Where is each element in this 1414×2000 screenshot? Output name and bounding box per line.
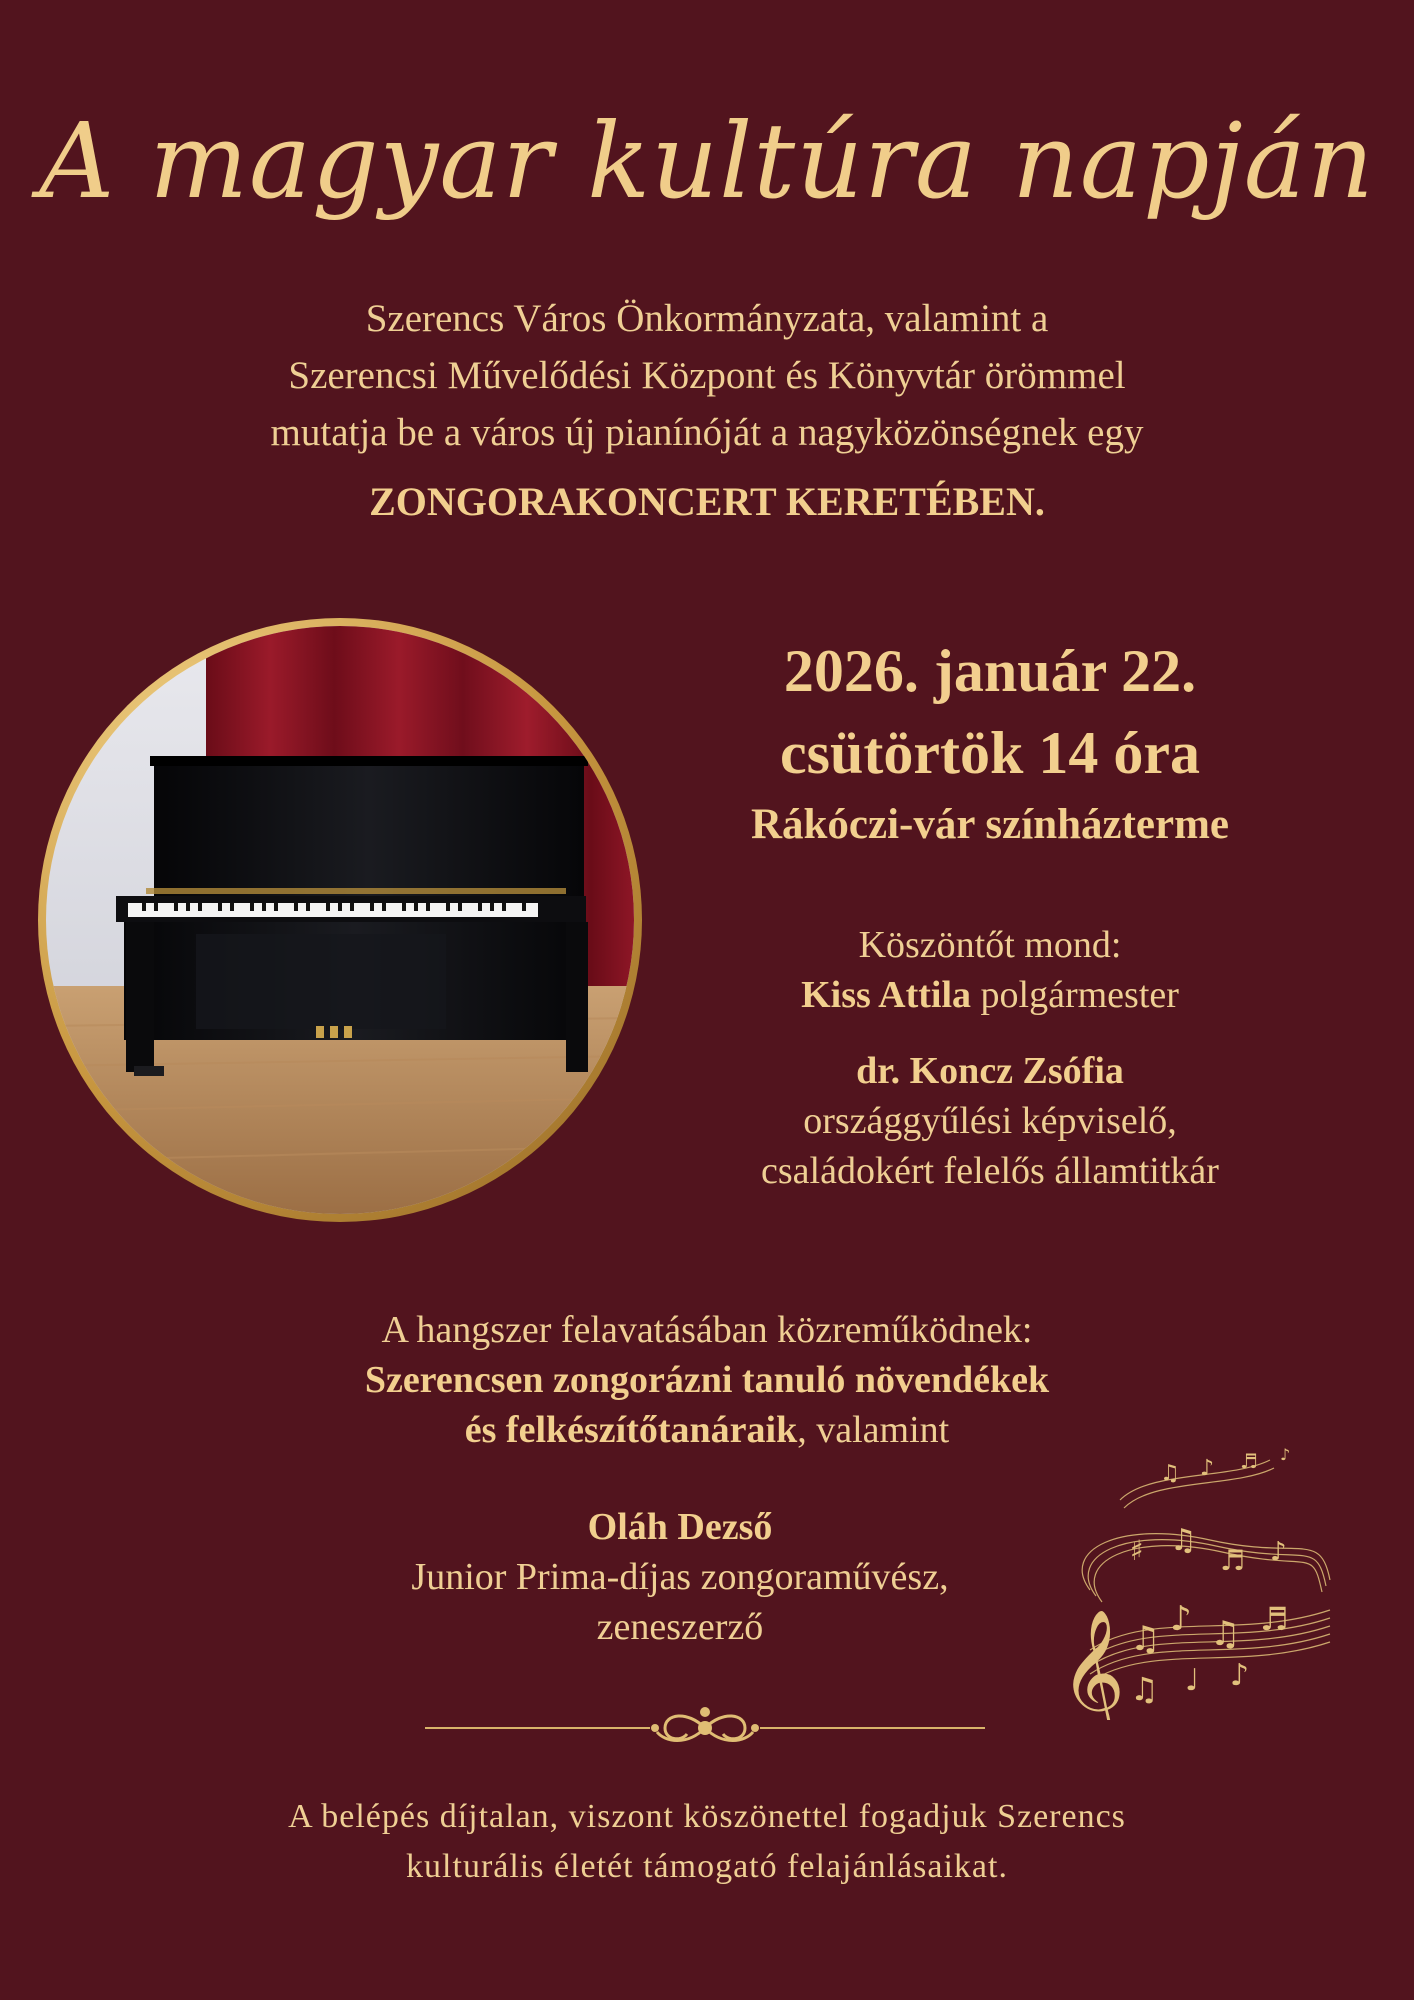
poster-title: A magyar kultúra napján <box>39 100 1375 222</box>
svg-text:♫: ♫ <box>1160 1461 1180 1486</box>
svg-text:♫: ♫ <box>1170 1523 1197 1558</box>
pianist-name: Oláh Dezső <box>587 1506 773 1548</box>
greeting-label: Köszöntőt mond: <box>858 924 1122 966</box>
speaker-2-role-line-1: országgyűlési képviselő, <box>803 1100 1177 1142</box>
speaker-1 <box>620 970 1360 1020</box>
svg-text:♫: ♫ <box>1130 1670 1159 1708</box>
footer-line-1: A belépés díjtalan, viszont köszönettel fogadjuk Szerencs <box>288 1798 1126 1835</box>
event-details <box>620 630 1360 856</box>
pianist-role-line-2: zeneszerző <box>596 1606 764 1648</box>
event-date: 2026. január 22. <box>783 638 1197 704</box>
event-venue: Rákóczi-vár színházterme <box>750 801 1230 848</box>
performers-line-2-rest: , valamint <box>797 1409 950 1451</box>
speaker-1-name: Kiss Attila <box>801 974 972 1016</box>
svg-text:♩: ♩ <box>1185 1663 1200 1698</box>
speakers-section <box>620 920 1360 1196</box>
speaker-1-role: polgármester <box>971 974 1179 1016</box>
svg-text:♪: ♪ <box>1170 1599 1192 1639</box>
pianist-role-line-1: Junior Prima-díjas zongoraművész, <box>411 1556 949 1598</box>
intro-line-3: mutatja be a város új pianínóját a nagyközönségnek egy <box>270 411 1144 454</box>
svg-text:𝄞: 𝄞 <box>1060 1608 1126 1720</box>
piano-photo-frame <box>38 618 642 1222</box>
performers-line-1: Szerencsen zongorázni tanuló növendékek <box>364 1359 1050 1401</box>
upright-piano-photo <box>46 626 634 1214</box>
svg-text:♬: ♬ <box>1220 1544 1246 1577</box>
svg-text:♬: ♬ <box>1260 1600 1289 1638</box>
performers-label: A hangszer felavatásában közreműködnek: <box>381 1309 1033 1351</box>
performers-section <box>150 1305 1264 1455</box>
ornamental-divider-icon <box>425 1700 985 1756</box>
intro-line-1: Szerencs Város Önkormányzata, valamint a <box>365 297 1049 340</box>
pianist-section <box>300 1502 1060 1652</box>
concert-heading: ZONGORAKONCERT KERETÉBEN. <box>369 479 1045 524</box>
event-time: csütörtök 14 óra <box>780 720 1200 786</box>
intro-text <box>150 290 1264 461</box>
intro-line-2: Szerencsi Művelődési Központ és Könyvtár örömmel <box>288 354 1126 397</box>
music-notes-swirl-icon <box>1060 1440 1360 1720</box>
speaker-2-name: dr. Koncz Zsófia <box>856 1050 1124 1092</box>
svg-text:♯: ♯ <box>1130 1534 1144 1567</box>
svg-text:♪: ♪ <box>1200 1456 1215 1481</box>
performers-line-2-bold: és felkészítőtanáraik <box>464 1409 798 1451</box>
svg-text:♪: ♪ <box>1280 1445 1291 1464</box>
svg-text:♫: ♫ <box>1210 1614 1241 1654</box>
footer-line-2: kulturális életét támogató felajánlásaikat. <box>406 1848 1008 1885</box>
speaker-2-role-line-2: családokért felelős államtitkár <box>761 1150 1219 1192</box>
footer-note <box>150 1792 1264 1892</box>
svg-text:♫: ♫ <box>1130 1619 1161 1659</box>
svg-text:♪: ♪ <box>1270 1537 1287 1567</box>
piano-illustration <box>46 626 634 1214</box>
svg-text:♪: ♪ <box>1230 1658 1250 1693</box>
svg-text:♬: ♬ <box>1240 1449 1258 1473</box>
